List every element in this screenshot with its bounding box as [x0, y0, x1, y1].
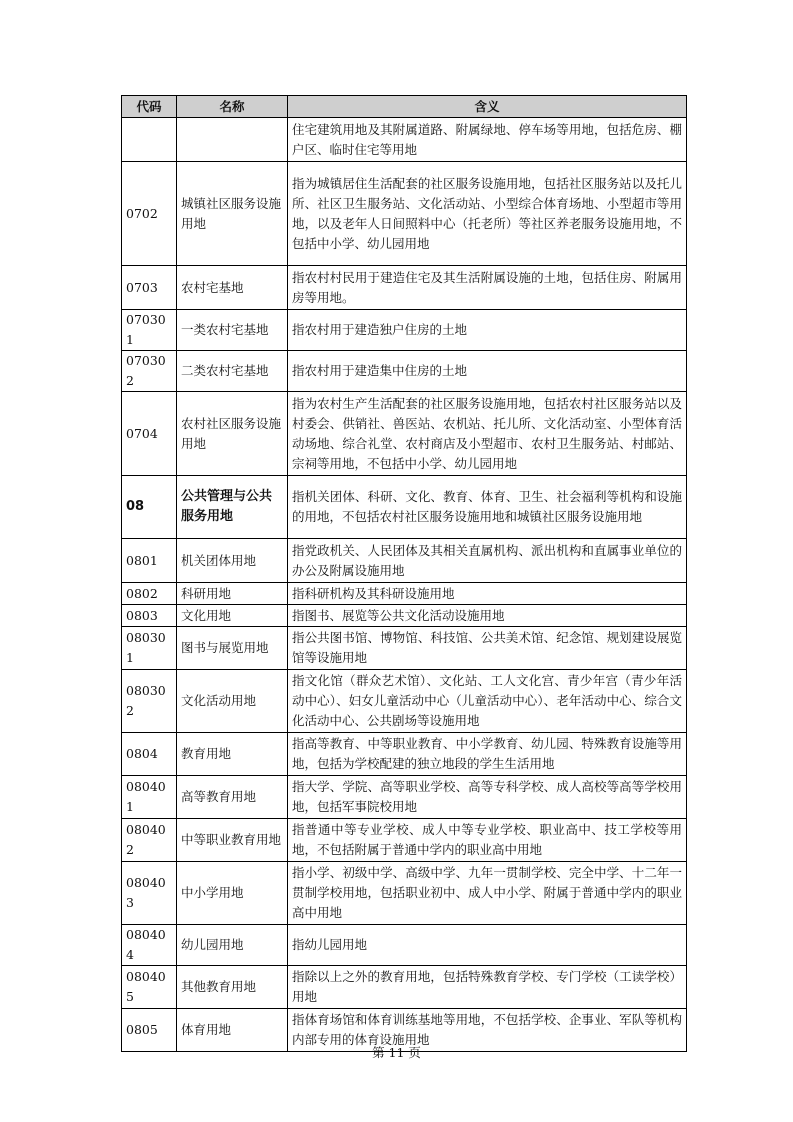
row-code: 08	[122, 476, 177, 539]
row-name: 文化用地	[177, 605, 288, 627]
row-desc: 指高等教育、中等职业教育、中小学教育、幼儿园、特殊教育设施等用地，包括为学校配建的独立地段的学生生活用地	[288, 733, 687, 776]
row-code: 070301	[122, 310, 177, 351]
row-code: 0803	[122, 605, 177, 627]
row-desc: 指机关团体、科研、文化、教育、体育、卫生、社会福利等机构和设施的用地，不包括农村社区服务设施用地和城镇社区服务设施用地	[288, 476, 687, 539]
row-code: 0802	[122, 583, 177, 605]
row-name: 科研用地	[177, 583, 288, 605]
row-code	[122, 118, 177, 162]
row-name: 教育用地	[177, 733, 288, 776]
table-row	[122, 351, 687, 392]
header-code: 代码	[122, 96, 177, 118]
row-code: 0805	[122, 1009, 177, 1052]
row-code: 0703	[122, 266, 177, 310]
row-name: 一类农村宅基地	[177, 310, 288, 351]
row-code: 080401	[122, 776, 177, 819]
row-name: 文化活动用地	[177, 670, 288, 733]
row-name: 二类农村宅基地	[177, 351, 288, 392]
table-row	[122, 392, 687, 476]
row-code: 080403	[122, 862, 177, 925]
row-name: 农村宅基地	[177, 266, 288, 310]
table-row	[122, 310, 687, 351]
row-desc: 指除以上之外的教育用地，包括特殊教育学校、专门学校（工读学校）用地	[288, 966, 687, 1009]
row-name: 图书与展览用地	[177, 627, 288, 670]
table-row	[122, 670, 687, 733]
row-desc: 住宅建筑用地及其附属道路、附属绿地、停车场等用地，包括危房、棚户区、临时住宅等用地	[288, 118, 687, 162]
header-desc: 含义	[288, 96, 687, 118]
row-code: 070302	[122, 351, 177, 392]
row-name: 体育用地	[177, 1009, 288, 1052]
row-name: 城镇社区服务设施用地	[177, 162, 288, 266]
table-row	[122, 539, 687, 583]
table-row	[122, 162, 687, 266]
row-name: 其他教育用地	[177, 966, 288, 1009]
row-desc: 指为农村生产生活配套的社区服务设施用地，包括农村社区服务站以及村委会、供销社、兽医站、农机站、托儿所、文化活动室、小型体育活动场地、综合礼堂、农村商店及小型超市、农村卫生服务站、村邮站、宗祠等用地，不包括中小学、幼儿园用地	[288, 392, 687, 476]
row-name: 农村社区服务设施用地	[177, 392, 288, 476]
row-name	[177, 118, 288, 162]
table-row	[122, 476, 687, 539]
table-row	[122, 583, 687, 605]
row-desc: 指科研机构及其科研设施用地	[288, 583, 687, 605]
row-name: 中等职业教育用地	[177, 819, 288, 862]
table-row	[122, 605, 687, 627]
row-name: 机关团体用地	[177, 539, 288, 583]
row-desc: 指大学、学院、高等职业学校、高等专科学校、成人高校等高等学校用地，包括军事院校用地	[288, 776, 687, 819]
row-name: 高等教育用地	[177, 776, 288, 819]
row-name: 公共管理与公共服务用地	[177, 476, 288, 539]
row-desc: 指农村用于建造集中住房的土地	[288, 351, 687, 392]
row-desc: 指公共图书馆、博物馆、科技馆、公共美术馆、纪念馆、规划建设展览馆等设施用地	[288, 627, 687, 670]
row-code: 080402	[122, 819, 177, 862]
table-row	[122, 627, 687, 670]
row-name: 中小学用地	[177, 862, 288, 925]
table-row	[122, 862, 687, 925]
table-header-row	[122, 96, 687, 118]
table-row	[122, 118, 687, 162]
row-code: 080301	[122, 627, 177, 670]
table-row	[122, 925, 687, 966]
row-desc: 指小学、初级中学、高级中学、九年一贯制学校、完全中学、十二年一贯制学校用地，包括职业初中、成人中小学、附属于普通中学内的职业高中用地	[288, 862, 687, 925]
row-code: 0801	[122, 539, 177, 583]
table-row	[122, 966, 687, 1009]
row-desc: 指幼儿园用地	[288, 925, 687, 966]
row-desc: 指农村村民用于建造住宅及其生活附属设施的土地，包括住房、附属用房等用地。	[288, 266, 687, 310]
row-desc: 指文化馆（群众艺术馆）、文化站、工人文化宫、青少年宫（青少年活动中心）、妇女儿童活动中心（儿童活动中心）、老年活动中心、综合文化活动中心、公共剧场等设施用地	[288, 670, 687, 733]
row-desc: 指体育场馆和体育训练基地等用地，不包括学校、企事业、军队等机构内部专用的体育设施用地	[288, 1009, 687, 1052]
row-code: 0804	[122, 733, 177, 776]
row-desc: 指图书、展览等公共文化活动设施用地	[288, 605, 687, 627]
row-desc: 指党政机关、人民团体及其相关直属机构、派出机构和直属事业单位的办公及附属设施用地	[288, 539, 687, 583]
table-body	[122, 118, 687, 1052]
page-number: 第 11 页	[372, 1045, 421, 1060]
land-use-table	[121, 95, 687, 1052]
table-row	[122, 819, 687, 862]
row-desc: 指普通中等专业学校、成人中等专业学校、职业高中、技工学校等用地，不包括附属于普通中学内的职业高中用地	[288, 819, 687, 862]
header-name: 名称	[177, 96, 288, 118]
table-row	[122, 733, 687, 776]
row-desc: 指为城镇居住生活配套的社区服务设施用地，包括社区服务站以及托儿所、社区卫生服务站、文化活动站、小型综合体育场地、小型超市等用地，以及老年人日间照料中心（托老所）等社区养老服务设施用地，不包括中小学、幼儿园用地	[288, 162, 687, 266]
table-row	[122, 266, 687, 310]
table-row	[122, 776, 687, 819]
row-name: 幼儿园用地	[177, 925, 288, 966]
row-code: 0704	[122, 392, 177, 476]
row-desc: 指农村用于建造独户住房的土地	[288, 310, 687, 351]
row-code: 080404	[122, 925, 177, 966]
row-code: 080405	[122, 966, 177, 1009]
row-code: 0702	[122, 162, 177, 266]
row-code: 080302	[122, 670, 177, 733]
